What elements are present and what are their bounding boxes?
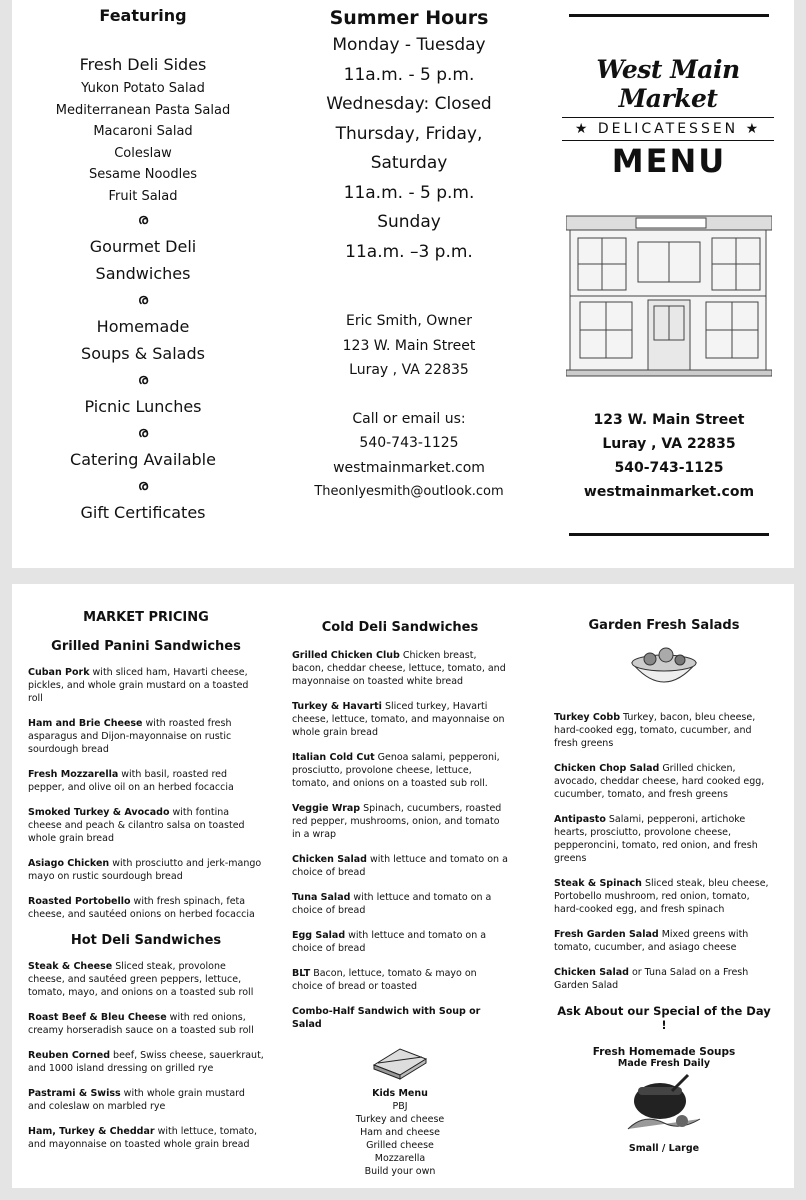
cold-item-description: with lettuce and tomato on a choice of bread [292,892,492,916]
cold-item-description: Sliced turkey, Havarti cheese, lettuce, tomato, and mayonnaise on whole grain bread [292,701,505,738]
kids-item: PBJ [392,1101,408,1112]
cold-item-description: Bacon, lettuce, tomato & mayo on choice of bread or toasted [292,968,477,992]
cold-item-description: with lettuce and tomato on a choice of bread [292,930,487,954]
salad-item [554,711,774,750]
salad-item-description: Salami, pepperoni, artichoke hearts, prosciutto, provolone cheese, pepperoncini, tomato, red onion, and fresh greens [554,814,758,864]
hot-item-name: Reuben Corned [28,1050,111,1061]
cold-item [292,853,508,879]
hot-item [28,1049,264,1075]
grilled-list [28,666,264,921]
street-address: 123 W. Main Street [342,337,476,354]
offering-item: Sandwiches [95,264,191,283]
cold-item-description: Spinach, cucumbers, roasted red pepper, mushrooms, onion, and tomato in a wrap [292,803,502,840]
soup-pot-icon [624,1073,704,1135]
cold-item [292,967,508,993]
grilled-item [28,717,264,756]
kids-item: Ham and cheese [360,1127,440,1138]
hot-item [28,1087,264,1113]
hot-heading: Hot Deli Sandwiches [70,933,222,948]
hot-item-description: with lettuce, tomato, and mayonnaise on toasted whole grain bread [28,1126,257,1150]
grilled-item-description: with roasted fresh asparagus and Dijon-mayonnaise on rustic sourdough bread [28,718,232,755]
cold-item-description: with lettuce and tomato on a choice of bread [292,854,508,878]
cold-item-name: Grilled Chicken Club [292,650,400,661]
salads-column [554,584,774,1188]
grilled-item-name: Smoked Turkey & Avocado [28,807,170,818]
top-rule [569,14,769,17]
combo-line: Combo-Half Sandwich with Soup or Salad [292,1006,481,1030]
hot-item-description: beef, Swiss cheese, sauerkraut, and 1000 island dressing on grilled rye [28,1050,264,1074]
salad-item-name: Chicken Salad [554,967,629,978]
kids-item: Turkey and cheese [355,1114,445,1125]
salad-item-name: Antipasto [554,814,606,825]
ornament-icon: ര [137,212,149,228]
cold-item-name: Tuna Salad [292,892,351,903]
market-pricing: MARKET PRICING [83,610,209,625]
logo-subtitle [562,117,774,141]
kids-item: Grilled cheese [366,1140,434,1151]
cold-heading: Cold Deli Sandwiches [321,620,479,635]
cover-contact [544,408,794,504]
grilled-item-name: Ham and Brie Cheese [28,718,143,729]
side-item: Coleslaw [114,145,172,161]
soups-heading: Fresh Homemade Soups [592,1046,736,1058]
grilled-item [28,806,264,845]
hot-item-description: with whole grain mustard and coleslaw on marbled rye [28,1088,245,1112]
website-link[interactable]: westmainmarket.com [333,459,485,476]
side-item: Mediterranean Pasta Salad [55,102,231,118]
cold-item [292,929,508,955]
offering-item: Picnic Lunches [84,397,202,416]
side-item: Sesame Noodles [88,167,198,182]
salad-item-name: Chicken Chop Salad [554,763,660,774]
cover-street-address: 123 W. Main Street [593,412,745,428]
featuring-column [12,0,274,568]
hours-line: 11a.m. - 5 p.m. [343,182,475,203]
hot-item [28,1011,264,1037]
grilled-item-description: with sliced ham, Havarti cheese, pickles, and whole grain mustard on a toasted roll [28,667,249,704]
hot-list [28,960,264,1151]
cold-item [292,891,508,917]
cold-column [292,584,508,1188]
side-item: Fruit Salad [108,188,178,204]
logo-script: West Main Market [596,55,740,113]
soups-subheading: Made Fresh Daily [617,1058,711,1069]
side-item: Macaroni Salad [93,124,193,139]
hours-line: Monday - Tuesday [332,35,486,55]
cold-item [292,802,508,841]
salad-item [554,813,774,865]
cover-city: Luray , VA 22835 [602,436,736,452]
grilled-item-name: Roasted Portobello [28,896,131,907]
cold-item [292,751,508,790]
salad-item-name: Steak & Spinach [554,878,642,889]
salad-bowl-icon [628,641,700,697]
ornament-icon: ര [137,292,149,308]
hours-line: Thursday, Friday, [335,123,483,144]
cold-item-name: Italian Cold Cut [292,752,375,763]
storefront-illustration [566,210,772,380]
cold-item-description: Chicken breast, bacon, cheddar cheese, lettuce, tomato, and mayonnaise on toasted white bread [292,650,506,687]
hours-line: 11a.m. –3 p.m. [345,241,473,262]
cold-item-name: Egg Salad [292,930,346,941]
menu-title: MENU [611,142,727,180]
special-of-the-day: Ask About our Special of the Day ! [557,1004,771,1032]
soup-sizes: Small / Large [628,1143,700,1154]
cold-item-name: Veggie Wrap [292,803,361,814]
grilled-item [28,666,264,705]
salad-item [554,928,774,954]
offering-item: Soups & Salads [81,344,205,363]
cold-item-name: BLT [292,968,311,979]
call-label: Call or email us: [352,410,466,427]
cold-item-name: Turkey & Havarti [292,701,382,712]
salad-item-name: Fresh Garden Salad [554,929,659,940]
hot-item-name: Ham, Turkey & Cheddar [28,1126,155,1137]
salads-heading: Garden Fresh Salads [588,618,740,633]
hours-line: 11a.m. - 5 p.m. [343,64,475,85]
grilled-item-description: with fontina cheese and peach & cilantro salsa on toasted whole grain bread [28,807,245,844]
grilled-item-name: Asiago Chicken [28,858,110,869]
salad-item-description: Turkey, bacon, bleu cheese, hard-cooked egg, tomato, cucumber, and fresh greens [554,712,756,749]
logo [562,55,774,141]
hot-item-description: with red onions, creamy horseradish sauce on a toasted sub roll [28,1012,254,1036]
kids-heading: Kids Menu [372,1088,428,1099]
salad-item-description: Sliced steak, bleu cheese, Portobello mushroom, red onion, tomato, hard-cooked egg, and fresh spinach [554,878,769,915]
hours-line: Saturday [370,153,448,173]
hours-line: Wednesday: Closed [326,94,492,114]
star-icon: ★ [745,121,762,137]
grilled-item-description: with prosciutto and jerk-mango mayo on rustic sourdough bread [28,858,262,882]
cold-item-description: Genoa salami, pepperoni, prosciutto, provolone cheese, lettuce, tomato, and onions on a toasted sub roll. [292,752,500,789]
salad-item [554,877,774,916]
sandwich-column [28,584,264,1188]
deli-sides-heading: Fresh Deli Sides [79,55,207,74]
owner-name: Eric Smith, Owner [345,313,473,329]
hot-item-name: Steak & Cheese [28,961,113,972]
grilled-heading: Grilled Panini Sandwiches [51,639,241,654]
hot-item [28,960,264,999]
hot-item [28,1125,264,1151]
offering-item: Homemade [96,317,190,336]
grilled-item-description: with basil, roasted red pepper, and olive oil on an herbed focaccia [28,769,234,793]
side-item: Yukon Potato Salad [81,81,205,96]
grilled-item [28,895,264,921]
ornament-icon: ര [137,478,149,494]
offering-item: Catering Available [70,450,216,469]
ornament-icon: ര [137,372,149,388]
phone-number[interactable]: 540-743-1125 [359,435,459,451]
cold-list [292,649,508,993]
bottom-rule [569,533,769,536]
grilled-item [28,857,264,883]
city-state-zip: Luray , VA 22835 [349,362,469,378]
offering-item: Gift Certificates [80,503,206,522]
hours-line: Sunday [377,212,441,232]
star-icon: ★ [574,121,591,137]
salad-item-description: Mixed greens with tomato, cucumber, and asiago cheese [554,929,749,953]
featuring-title: Featuring [99,6,187,25]
logo-subtitle-text: DELICATESSEN [597,121,739,137]
hours-title: Summer Hours [329,7,489,29]
kids-item: Mozzarella [374,1153,426,1164]
salad-item-description: or Tuna Salad on a Fresh Garden Salad [554,967,749,991]
cover-phone[interactable]: 540-743-1125 [614,460,724,476]
cold-item [292,700,508,739]
hot-item-description: Sliced steak, provolone cheese, and sautéed green peppers, lettuce, tomato, mayo, and onions on a toasted sub roll [28,961,254,998]
cold-item-name: Chicken Salad [292,854,367,865]
hot-item-name: Roast Beef & Bleu Cheese [28,1012,167,1023]
grilled-item-description: with fresh spinach, feta cheese, and sautéed onions on herbed focaccia [28,896,255,920]
salad-item-description: Grilled chicken, avocado, cheddar cheese, hard cooked egg, cucumber, tomato, and fresh greens [554,763,765,800]
salad-item [554,966,774,992]
outside-panel [12,0,794,568]
sandwich-icon [370,1043,430,1083]
hours-column [274,0,544,568]
cover-column [544,0,794,568]
grilled-item-name: Cuban Pork [28,667,90,678]
salad-item-name: Turkey Cobb [554,712,620,723]
grilled-item-name: Fresh Mozzarella [28,769,119,780]
email-link[interactable]: Theonlyesmith@outlook.com [314,484,504,499]
hot-item-name: Pastrami & Swiss [28,1088,121,1099]
inside-panel [12,584,794,1188]
salad-list [554,711,774,992]
ornament-icon: ര [137,425,149,441]
grilled-item [28,768,264,794]
offering-item: Gourmet Deli [89,237,197,256]
cold-item [292,649,508,688]
kids-item: Build your own [364,1166,436,1177]
salad-item [554,762,774,801]
cover-website[interactable]: westmainmarket.com [583,484,755,500]
